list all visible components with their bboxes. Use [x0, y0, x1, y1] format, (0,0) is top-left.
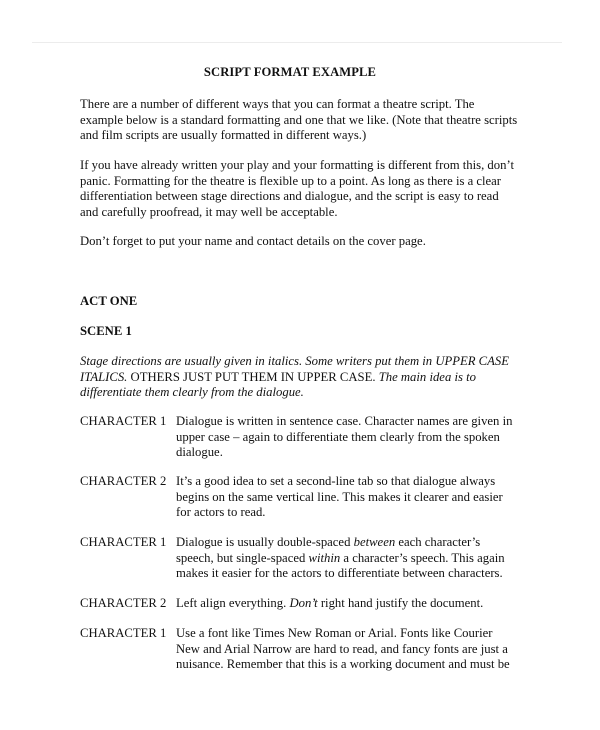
dialogue-text — [176, 535, 504, 582]
intro-paragraph-1: There are a number of different ways that you can format a theatre script. The example below is a standard formatting and one that we like. (Note that theatre scripts and film scripts are usually formatted in different ways.) — [80, 97, 518, 143]
dialogue-line: nuisance. Remember that this is a working document and must be — [176, 657, 510, 672]
dialogue-line: It’s a good idea to set a second-line tab so that dialogue always — [176, 474, 496, 488]
dialogue-line — [176, 551, 504, 567]
emphasis-run: Don’t — [289, 596, 318, 610]
text-run: Left align everything. — [176, 596, 290, 610]
dialogue-text — [176, 474, 504, 521]
dialogue-line — [176, 535, 504, 551]
intro-paragraph-3: Don’t forget to put your name and contact details on the cover page. — [80, 234, 426, 248]
stage-direction — [80, 354, 510, 401]
stage-direction-caps: OTHERS JUST PUT THEM IN UPPER CASE. — [127, 369, 376, 384]
character-name: CHARACTER 2 — [80, 596, 167, 610]
dialogue-line: dialogue. — [176, 445, 223, 460]
text-run: a character’s speech. This again — [340, 550, 505, 565]
character-name: CHARACTER 1 — [80, 626, 167, 640]
dialogue-line: Dialogue is written in sentence case. Character names are given in — [176, 414, 513, 428]
emphasis-run: between — [353, 535, 396, 549]
dialogue-line: upper case – again to differentiate them clearly from the spoken — [176, 429, 500, 444]
dialogue-line — [176, 596, 504, 612]
dialogue-line: Use a font like Times New Roman or Arial. Fonts like Courier — [176, 626, 493, 640]
dialogue-line: makes it easier for the actors to differentiate between characters. — [176, 566, 503, 581]
text-run: Dialogue is usually double-spaced — [176, 535, 354, 549]
dialogue-line: New and Arial Narrow are hard to read, and fancy fonts are just a — [176, 641, 508, 656]
page-title: SCRIPT FORMAT EXAMPLE — [203, 65, 377, 79]
dialogue-text — [176, 626, 510, 673]
dialogue-line: begins on the same vertical line. This makes it clearer and easier — [176, 489, 503, 504]
dialogue-line: for actors to read. — [176, 505, 266, 520]
character-name: CHARACTER 2 — [80, 474, 167, 488]
emphasis-run: within — [308, 550, 341, 565]
character-name: CHARACTER 1 — [80, 414, 167, 428]
scene-heading: SCENE 1 — [80, 324, 132, 338]
dialogue-text — [176, 596, 504, 612]
text-run: each character’s — [395, 535, 481, 549]
character-name: CHARACTER 1 — [80, 535, 167, 549]
stage-direction-italic: Stage directions are usually given in italics. Some writers put them in UPPER CASE ITALICS. — [80, 354, 509, 384]
stage-direction-italic-end: The main idea is to differentiate them clearly from the dialogue. — [80, 369, 476, 400]
text-run: right hand justify the document. — [317, 596, 484, 610]
text-run: speech, but single-spaced — [176, 550, 309, 565]
page-top-rule — [32, 42, 562, 43]
dialogue-text — [176, 414, 513, 461]
act-heading: ACT ONE — [80, 294, 138, 308]
intro-paragraph-2: If you have already written your play and your formatting is different from this, don’t panic. Formatting for the theatre is flexible up to a point. As long as there is a clear differentiation between stage directions and dialogue, and the script is easy to read and carefully proofread, it may well be acceptable. — [80, 158, 514, 219]
